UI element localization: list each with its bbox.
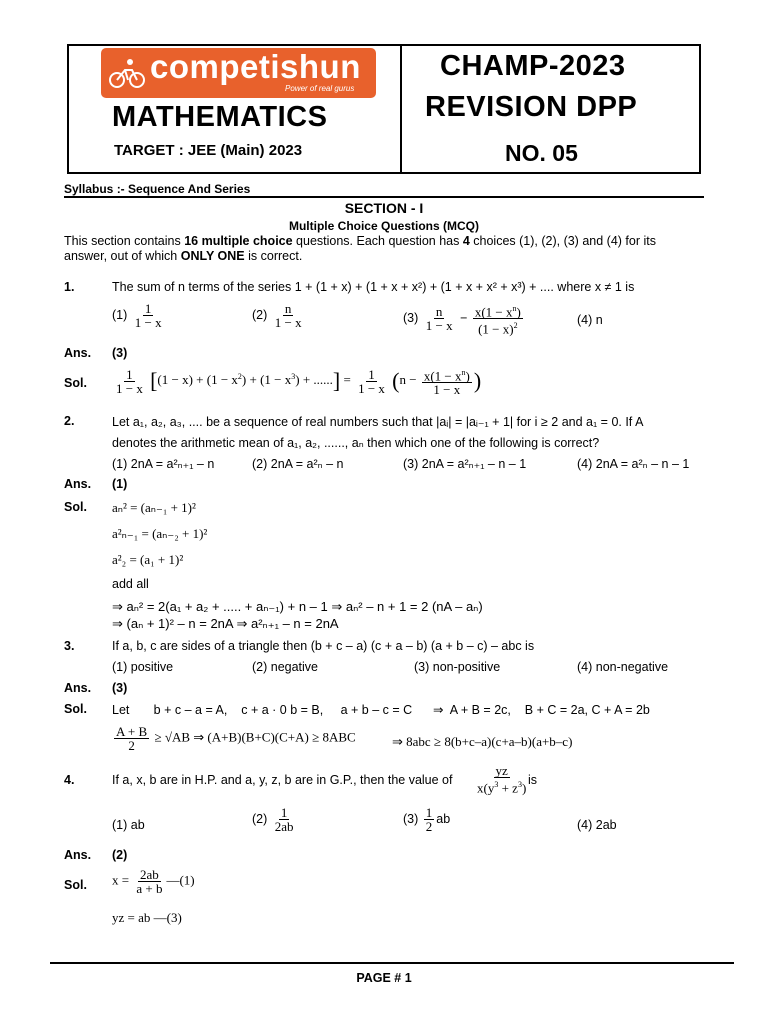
q1-sol-label: Sol.	[64, 376, 87, 390]
q2-number: 2.	[64, 414, 75, 428]
q2-line2: denotes the arithmetic mean of a₁, a₂, ......, aₙ then which one of the following is correct?	[112, 436, 600, 450]
q1-ans-label: Ans.	[64, 346, 92, 360]
q3-ans-label: Ans.	[64, 681, 92, 695]
q4-number: 4.	[64, 773, 75, 787]
q2-option-1: (1) 2nA = a²ₙ₊₁ – n	[112, 457, 215, 471]
section-intro: This section contains 16 multiple choice questions. Each question has 4 choices (1), (2), (3) and (4) for its answer, out of which ONLY ONE is correct.	[64, 234, 656, 263]
syllabus-rule	[64, 196, 704, 198]
q3-sol-line3: ⇒ 8abc ≥ 8(b+c–a)(c+a–b)(a+b–c)	[392, 734, 573, 749]
q4-answer: (2)	[112, 848, 128, 862]
q3-text: If a, b, c are sides of a triangle then (b + c – a) (c + a – b) (a + b – c) – abc is	[112, 639, 535, 653]
q2-option-4: (4) 2nA = a²ₙ – n – 1	[577, 457, 690, 471]
q4-option-2: (2) $\frac{1}{2ab}$	[252, 805, 294, 834]
title-line2: REVISION DPP	[425, 91, 638, 123]
q3-sol-line2: $\frac{A + B}{2}$ ≥ √AB ⇒ (A+B)(B+C)(C+A) ≥ 8ABC	[116, 724, 356, 753]
q3-number: 3.	[64, 639, 75, 653]
q1-answer: (3)	[112, 346, 128, 360]
q2-answer: (1)	[112, 477, 128, 491]
section-title: SECTION - I	[344, 200, 424, 216]
q2-ans-label: Ans.	[64, 477, 92, 491]
q3-option-4: (4) non-negative	[577, 660, 669, 674]
cyclist-icon	[108, 56, 146, 90]
q4-ans-label: Ans.	[64, 848, 92, 862]
q3-option-1: (1) positive	[112, 660, 174, 674]
subject-title: MATHEMATICS	[112, 101, 328, 133]
q3-option-2: (2) negative	[252, 660, 319, 674]
q2-sol-line6: ⇒ (aₙ + 1)² – n = 2nA ⇒ a²ₙ₊₁ – n = 2nA	[112, 616, 339, 631]
q3-answer: (3)	[112, 681, 128, 695]
q2-sol-line4: add all	[112, 577, 149, 591]
q4-sol-label: Sol.	[64, 878, 87, 892]
syllabus: Syllabus :- Sequence And Series	[64, 182, 251, 196]
q1-option-3: (3) $\frac{n}{1 - x}$ − $\frac{x(1 - x^n)}{(1 - x)^2}$	[403, 304, 521, 337]
logo-tagline: Power of real gurus	[285, 84, 355, 93]
q1-number: 1.	[64, 280, 75, 294]
title-line1: CHAMP-2023	[440, 50, 626, 82]
q2-option-2: (2) 2nA = a²ₙ – n	[252, 457, 344, 471]
q2-option-3: (3) 2nA = a²ₙ₊₁ – n – 1	[403, 457, 527, 471]
q2-sol-line5: ⇒ aₙ² = 2(a₁ + a₂ + ..... + aₙ₋₁) + n – 1 ⇒ aₙ² – n + 1 = 2 (nA – aₙ)	[112, 599, 483, 614]
header-divider	[400, 44, 402, 174]
q2-sol-line2: a²ₙ₋₁ = (aₙ₋₂ + 1)²	[112, 526, 208, 541]
page-number: PAGE # 1	[356, 971, 412, 985]
q4-sol-line2: yz = ab —(3)	[112, 910, 182, 925]
q1-option-4: (4) n	[577, 313, 603, 327]
q4-option-3: (3) $\frac{1}{2}$ ab	[403, 805, 451, 834]
q1-option-1: (1) $\frac{1}{1 - x}$	[112, 301, 162, 330]
q4-text-end: is	[528, 773, 538, 787]
q1-text: The sum of n terms of the series 1 + (1 + x) + (1 + x + x²) + (1 + x + x² + x³) + .... where x ≠ 1 is	[112, 280, 635, 294]
q2-sol-line1: aₙ² = (aₙ₋₁ + 1)²	[112, 500, 196, 515]
footer-rule	[50, 962, 734, 964]
q4-expression: $\frac{yz}{x(y^3 + z^3)}$	[477, 763, 527, 796]
q4-text: If a, x, b are in H.P. and a, y, z, b are in G.P., then the value of	[112, 773, 453, 787]
q2-sol-line3: a²₂ = (a₁ + 1)²	[112, 552, 184, 567]
section-subtitle: Multiple Choice Questions (MCQ)	[288, 219, 479, 233]
q3-sol-line1: Let b + c – a = A, c + a · 0 b = B, a + b – c = C ⇒ A + B = 2c, B + C = 2a, C + A = 2b	[112, 703, 650, 717]
q1-option-2: (2) $\frac{n}{1 - x}$	[252, 301, 302, 330]
q4-option-4: (4) 2ab	[577, 818, 617, 832]
target-label: TARGET : JEE (Main) 2023	[114, 142, 303, 159]
q3-sol-label: Sol.	[64, 702, 87, 716]
q1-solution: $\frac{1}{1 - x}$ [$(1 - x) + (1 - x^2) + (1 - x^3)$ + ......] = $\frac{1}{1 - x}$ (n − $\frac{x(1 - x^n)}{1 - x}$ )	[116, 366, 482, 398]
q3-option-3: (3) non-positive	[414, 660, 501, 674]
dpp-number: NO. 05	[505, 140, 578, 166]
q4-sol-line1: x = $\frac{2ab}{a + b}$ —(1)	[112, 867, 195, 896]
logo-text: competishun	[150, 48, 361, 85]
q2-sol-label: Sol.	[64, 500, 87, 514]
q2-line1: Let a₁, a₂, a₃, .... be a sequence of real numbers such that |aᵢ| = |aᵢ₋₁ + 1| for i ≥ 2 and a₁ = 0. If A	[112, 415, 644, 429]
q4-option-1: (1) ab	[112, 818, 145, 832]
